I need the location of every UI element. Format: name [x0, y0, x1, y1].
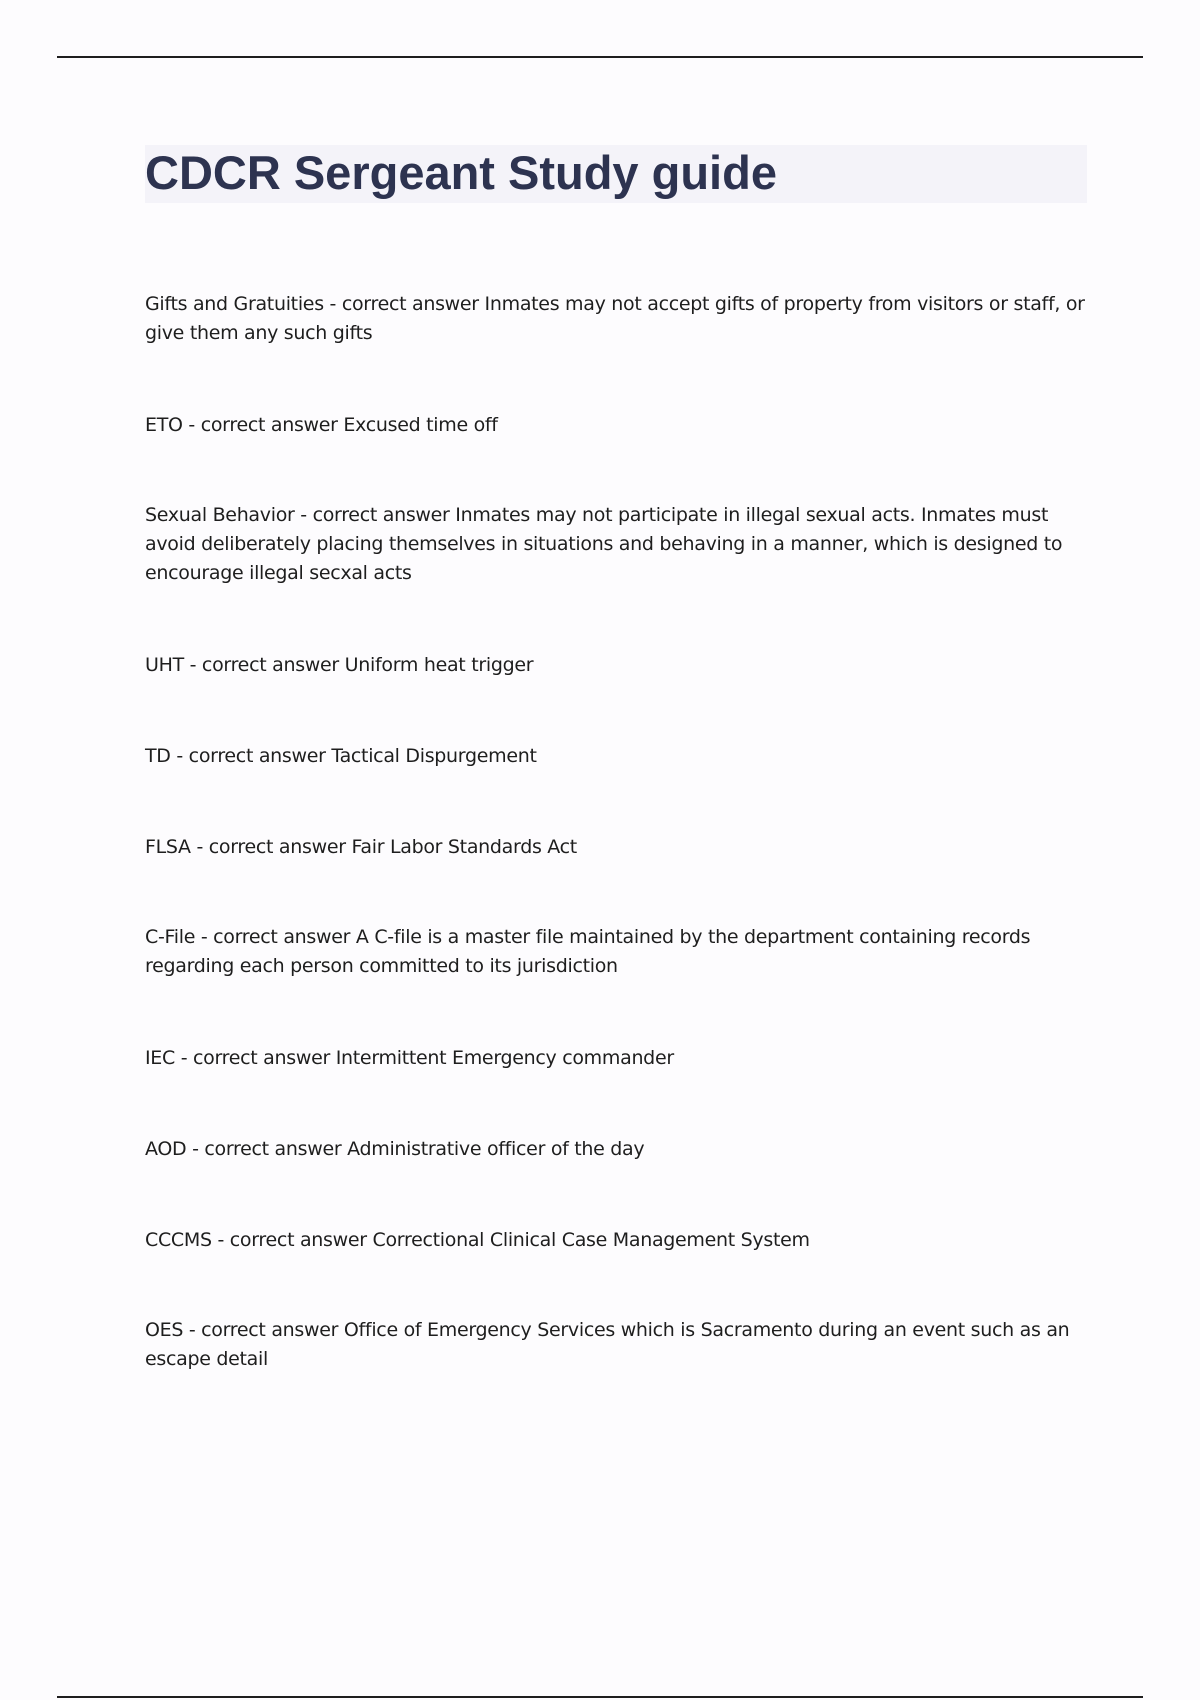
- entry-uht: UHT - correct answer Uniform heat trigger: [145, 654, 534, 676]
- header-rule: [57, 56, 1143, 58]
- entry-cccms: CCCMS - correct answer Correctional Clinical Case Management System: [145, 1229, 810, 1251]
- entry-eto: ETO - correct answer Excused time off: [145, 414, 498, 436]
- entry-flsa: FLSA - correct answer Fair Labor Standards Act: [145, 836, 577, 858]
- entry-sexual-behavior: Sexual Behavior - correct answer Inmates may not participate in illegal sexual acts. Inmates must avoid deliberately placing themselves in situations and behaving in a manner, which is designed to encourage illegal secxal acts: [145, 504, 1063, 584]
- document-title: CDCR Sergeant Study guide: [145, 146, 777, 199]
- entry-aod: AOD - correct answer Administrative officer of the day: [145, 1138, 645, 1160]
- entry-c-file: C-File - correct answer A C-file is a master file maintained by the department containing records regarding each person committed to its jurisdiction: [145, 926, 1031, 977]
- entry-iec: IEC - correct answer Intermittent Emergency commander: [145, 1047, 674, 1069]
- entry-gifts-and-gratuities: Gifts and Gratuities - correct answer Inmates may not accept gifts of property from visitors or staff, or give them any such gifts: [145, 293, 1085, 344]
- entry-oes: OES - correct answer Office of Emergency Services which is Sacramento during an event such as an escape detail: [145, 1319, 1070, 1370]
- entry-td: TD - correct answer Tactical Dispurgement: [145, 745, 537, 767]
- footer-rule: [57, 1696, 1143, 1698]
